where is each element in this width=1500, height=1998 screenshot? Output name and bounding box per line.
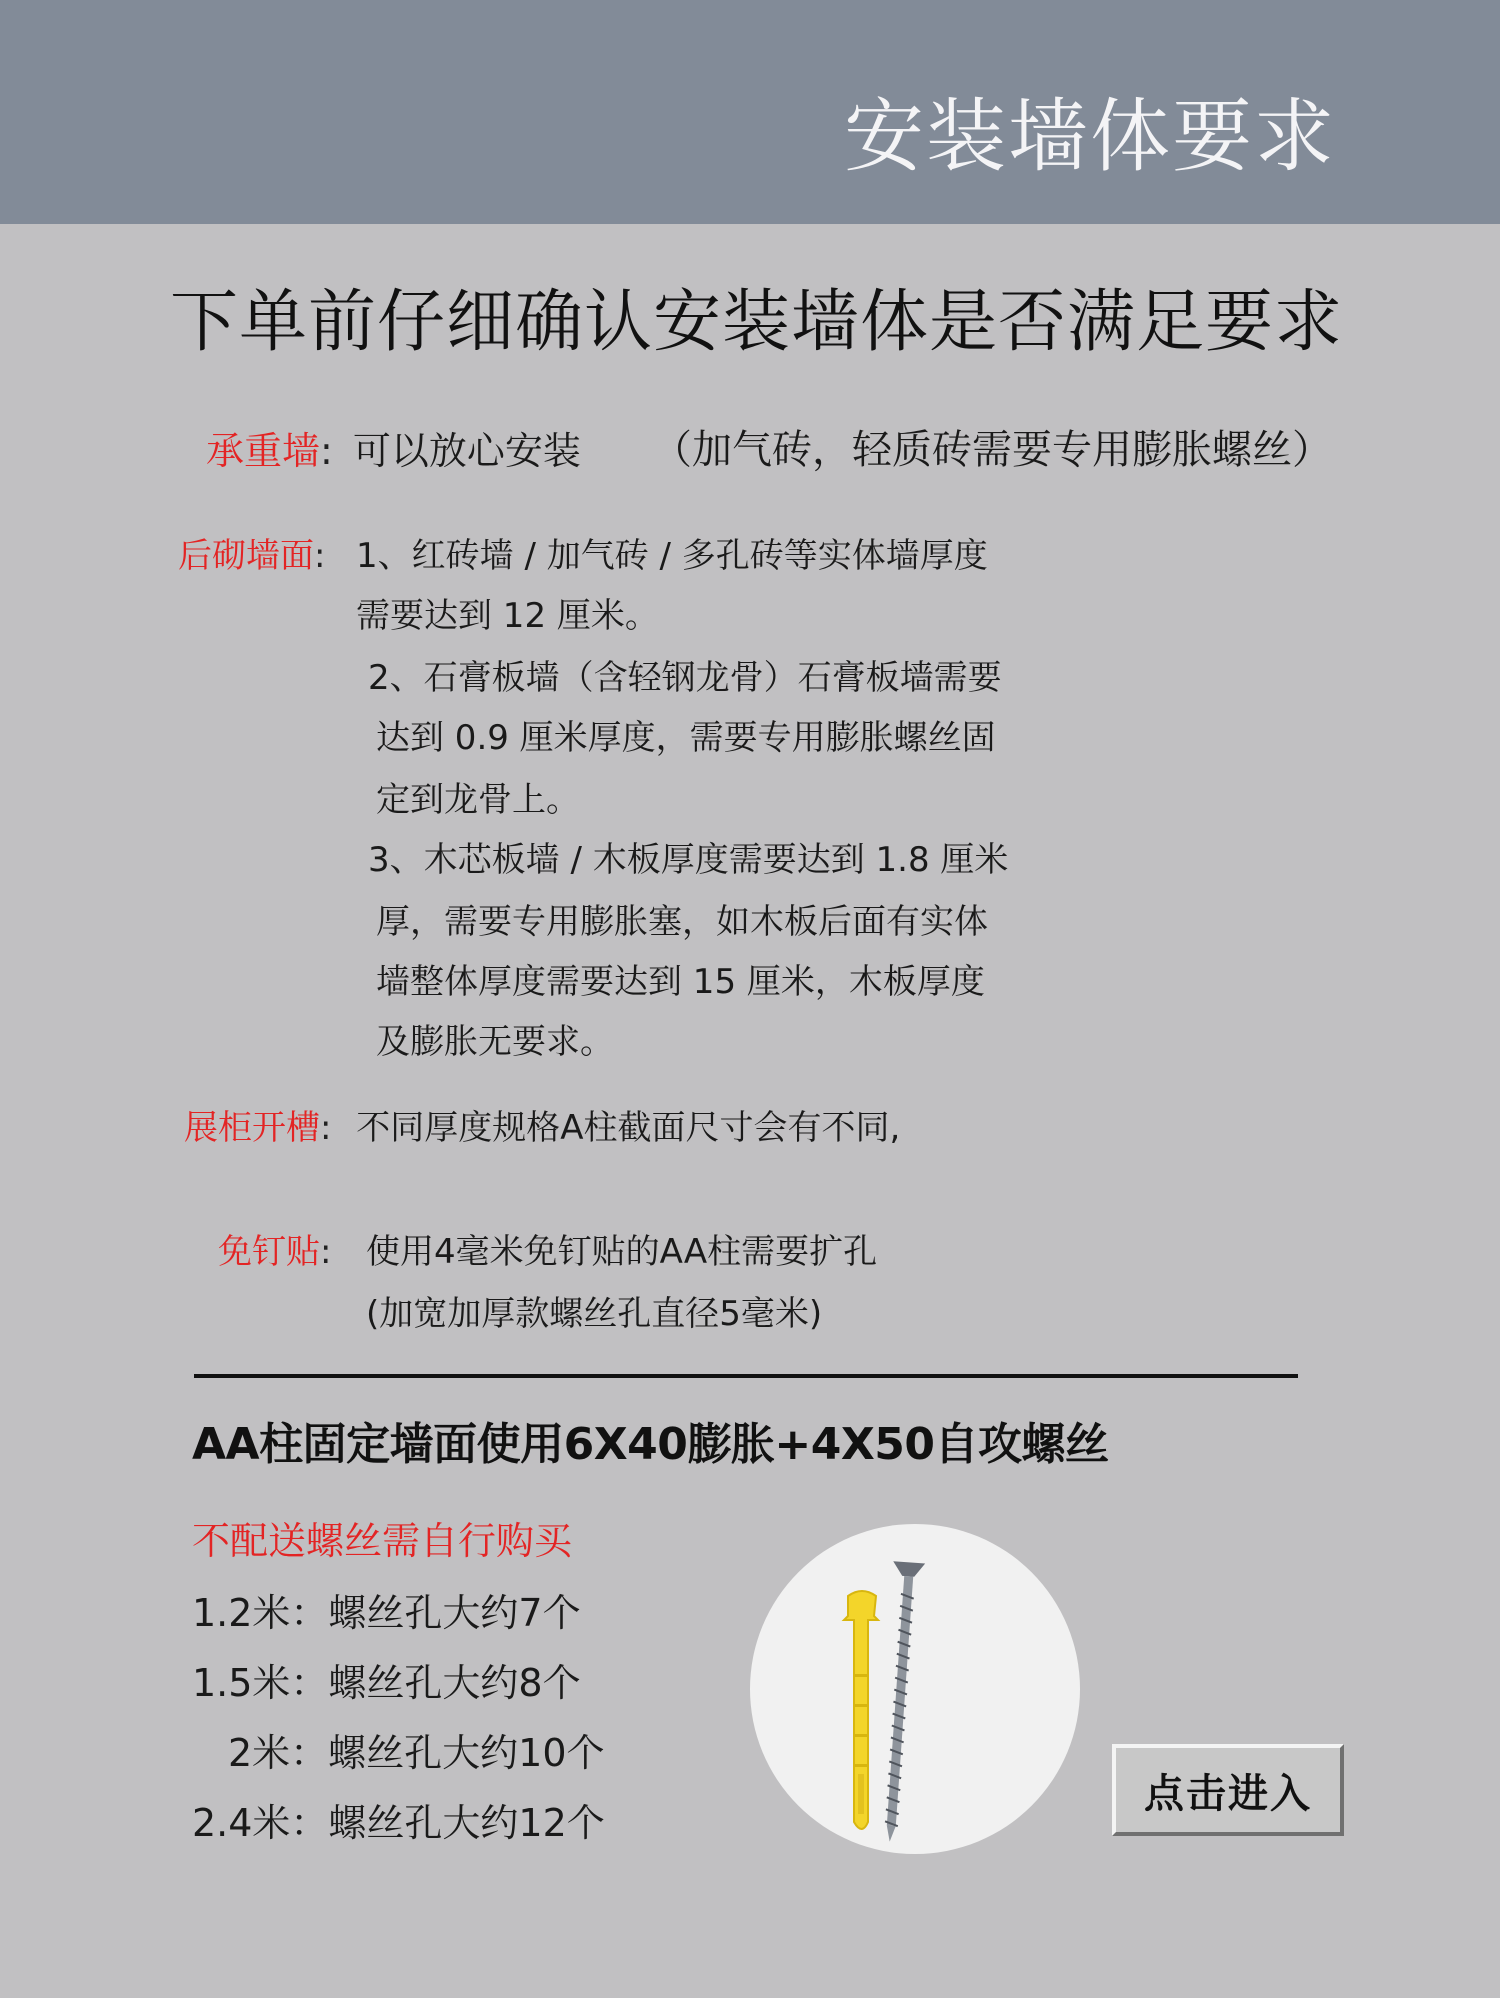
screw-anchor-image xyxy=(750,1524,1080,1854)
hole-count-3: 2米：螺丝孔大约10个 xyxy=(228,1731,605,1775)
nail-free-label: 免钉贴 xyxy=(218,1232,320,1272)
hole-count-2: 1.5米：螺丝孔大约8个 xyxy=(192,1661,581,1705)
cabinet-slot-label: 展柜开槽 xyxy=(184,1108,320,1148)
cabinet-slot-sep: : xyxy=(320,1108,332,1148)
rear-wall-line-2: 需要达到 12 厘米。 xyxy=(356,596,659,636)
rear-wall-sep: : xyxy=(314,536,326,576)
load-wall-label: 承重墙 xyxy=(206,429,321,473)
rear-wall-line-9: 及膨胀无要求。 xyxy=(376,1022,614,1062)
header-banner xyxy=(0,0,1500,224)
rear-wall-line-1: 1、红砖墙 / 加气砖 / 多孔砖等实体墙厚度 xyxy=(356,536,988,576)
header-title: 安装墙体要求 xyxy=(844,90,1336,183)
rear-wall-line-5: 定到龙骨上。 xyxy=(376,780,580,820)
fixing-title: AA柱固定墙面使用6X40膨胀+4X50自攻螺丝 xyxy=(192,1419,1109,1470)
self-tapping-screw xyxy=(874,1561,925,1843)
load-wall-sep: : xyxy=(320,429,333,473)
fixing-note: 不配送螺丝需自行购买 xyxy=(192,1519,573,1563)
rear-wall-line-6: 3、木芯板墙 / 木板厚度需要达到 1.8 厘米 xyxy=(368,840,1009,880)
hole-count-4: 2.4米：螺丝孔大约12个 xyxy=(192,1801,605,1845)
section-divider xyxy=(194,1374,1298,1378)
rear-wall-line-3: 2、石膏板墙（含轻钢龙骨）石膏板墙需要 xyxy=(368,658,1002,698)
nail-free-line-2: (加宽加厚款螺丝孔直径5毫米) xyxy=(366,1294,823,1334)
rear-wall-label: 后砌墙面 xyxy=(178,536,314,576)
cabinet-slot-text: 不同厚度规格A柱截面尺寸会有不同, xyxy=(356,1108,901,1148)
enter-button[interactable]: 点击进入 xyxy=(1112,1744,1344,1836)
rear-wall-line-7: 厚，需要专用膨胀塞，如木板后面有实体 xyxy=(376,902,988,942)
nail-free-line-1: 使用4毫米免钉贴的AA柱需要扩孔 xyxy=(366,1232,878,1272)
page-headline: 下单前仔细确认安装墙体是否满足要求 xyxy=(170,283,1344,362)
nail-free-sep: : xyxy=(320,1232,332,1272)
rear-wall-line-4: 达到 0.9 厘米厚度，需要专用膨胀螺丝固 xyxy=(376,718,996,758)
screw-anchor-illustration xyxy=(750,1524,1080,1854)
rear-wall-heading xyxy=(178,528,325,577)
rear-wall-line-8: 墙整体厚度需要达到 15 厘米，木板厚度 xyxy=(376,962,985,1002)
nail-free-heading xyxy=(218,1224,331,1273)
plastic-anchor xyxy=(844,1591,878,1829)
cabinet-slot-row xyxy=(184,1100,900,1149)
load-wall-text: 可以放心安装 xyxy=(352,429,581,473)
load-wall-row xyxy=(206,420,581,475)
hole-count-1: 1.2米：螺丝孔大约7个 xyxy=(192,1591,581,1635)
load-wall-note: （加气砖，轻质砖需要专用膨胀螺丝） xyxy=(652,427,1332,473)
